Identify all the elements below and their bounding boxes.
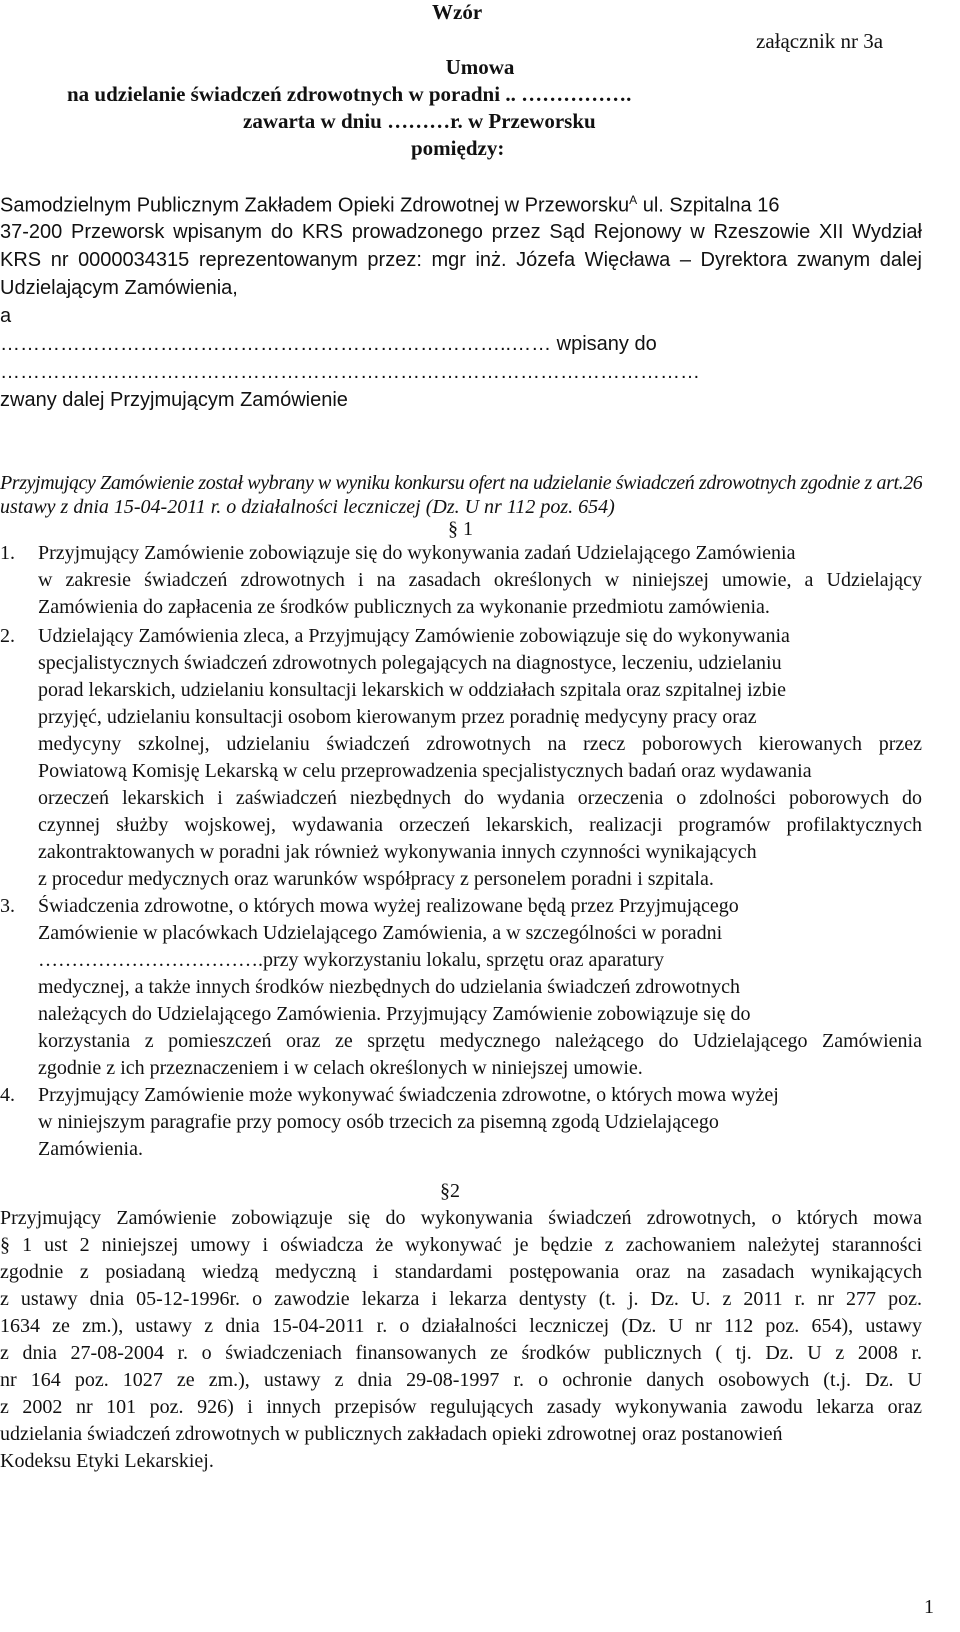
item-1-line: Zamówienia do zapłacenia ze środków publicznych za wykonanie przedmiotu zamówienia.	[38, 596, 770, 618]
party-two-designation: zwany dalej Przyjmującym Zamówienie	[0, 389, 348, 411]
section-2-line: z dnia 27-08-2004 r. o świadczeniach finansowanych ze środków publicznych ( tj. Dz. U z 2008 r.	[0, 1342, 922, 1364]
selection-note-line1: Przyjmujący Zamówienie został wybrany w wyniku konkursu ofert na udzielanie świadczeń zdrowotnych zgodnie z art.26	[0, 472, 922, 494]
party-one-registry: 37-200 Przeworsk wpisanym do KRS prowadzonego przez Sąd Rejonowy w Rzeszowie XII Wydział	[0, 221, 922, 243]
item-2-line: przyjęć, udzielaniu konsultacji osobom kierowanym przez poradnię medycyny pracy oraz	[38, 706, 757, 728]
contract-title: Umowa	[445, 55, 515, 79]
section-2-heading: §2	[440, 1180, 460, 1202]
item-1-line: Przyjmujący Zamówienie zobowiązuje się do wykonywania zadań Udzielającego Zamówienia	[38, 542, 796, 564]
section-2-line: Kodeksu Etyki Lekarskiej.	[0, 1450, 214, 1472]
item-4-line: w niniejszym paragrafie przy pomocy osób trzecich za pisemną zgodą Udzielającego	[38, 1111, 719, 1133]
conjunction: a	[0, 305, 12, 327]
between-label: pomiędzy:	[411, 136, 505, 160]
item-2-line: porad lekarskich, udzielaniu konsultacji lekarskich w oddziałach szpitala oraz szpitalnej izbie	[38, 679, 787, 701]
attachment-label: załącznik nr 3a	[756, 29, 884, 53]
item-3-line: Świadczenia zdrowotne, o których mowa wyżej realizowane będą przez Przyjmującego	[38, 895, 739, 917]
item-2-line: medycyny szkolnej, udzielaniu świadczeń zdrowotnych na rzecz poborowych kierowanych przez	[38, 733, 922, 755]
template-label: Wzór	[432, 0, 483, 24]
item-2-line: orzeczeń lekarskich i zaświadczeń niezbędnych do wydania orzeczenia o zdolności poborowych do	[38, 787, 922, 809]
item-1-line: w zakresie świadczeń zdrowotnych i na zasadach określonych w niniejszej umowie, a Udzielający	[38, 569, 922, 591]
item-3-line: zgodnie z ich przeznaczeniem i w celach określonych w niniejszej umowie.	[38, 1057, 643, 1079]
contract-subject: na udzielanie świadczeń zdrowotnych w poradni .. …………….	[67, 82, 632, 106]
party-two-blank: …………………………………………………………………..…… wpisany do	[0, 333, 657, 355]
item-2-line: Powiatową Komisję Lekarską w celu przeprowadzenia specjalistycznych badań oraz wydawania	[38, 760, 812, 782]
superscript-mark: A	[629, 193, 638, 207]
item-3-line: …………………………….przy wykorzystaniu lokalu, sprzętu oraz aparatury	[38, 949, 664, 971]
section-2-line: nr 164 poz. 1027 ze zm.), ustawy z dnia 29-08-1997 r. o ochronie danych osobowych (t.j. Dz. U	[0, 1369, 922, 1391]
item-3-line: Zamówienie w placówkach Udzielającego Zamówienia, a w szczególności w poradni	[38, 922, 723, 944]
selection-note-line2: ustawy z dnia 15-04-2011 r. o działalności leczniczej (Dz. U nr 112 poz. 654)	[0, 496, 615, 518]
item-2-line: czynnej służby wojskowej, wydawania orzeczeń lekarskich, realizacji programów profilaktycznych	[38, 814, 922, 836]
section-2-line: Przyjmujący Zamówienie zobowiązuje się do wykonywania świadczeń zdrowotnych, o których mowa	[0, 1207, 922, 1229]
contract-date-place: zawarta w dniu ………r. w Przeworsku	[243, 109, 596, 133]
section-1-heading: § 1	[448, 518, 473, 540]
section-2-line: udzielania świadczeń zdrowotnych w publicznych zakładach opieki zdrowotnej oraz postanowień	[0, 1423, 783, 1445]
item-4-line: Zamówienia.	[38, 1138, 143, 1160]
party-one-designation: Udzielającym Zamówienia,	[0, 277, 238, 299]
item-2-line: zakontraktowanych w poradni jak również wykonywania innych czynności wynikających	[38, 841, 757, 863]
party-one-representation: KRS nr 0000034315 reprezentowanym przez: mgr inż. Józefa Więcława – Dyrektora zwanym dalej	[0, 249, 922, 271]
page-number: 1	[924, 1596, 934, 1618]
item-3-line: należących do Udzielającego Zamówienia. Przyjmujący Zamówienie zobowiązuje się do	[38, 1003, 751, 1025]
party-one-name: Samodzielnym Publicznym Zakładem Opieki Zdrowotnej w Przeworsku	[0, 194, 630, 217]
section-2-line: § 1 ust 2 niniejszej umowy i oświadcza że wykonywać je będzie z zachowaniem należytej staranności	[0, 1234, 922, 1256]
item-4-line: Przyjmujący Zamówienie może wykonywać świadczenia zdrowotne, o których mowa wyżej	[38, 1084, 779, 1106]
item-2-line: z procedur medycznych oraz warunków współpracy z personelem poradni i szpitala.	[38, 868, 714, 890]
item-3-line: korzystania z pomieszczeń oraz ze sprzętu medycznego należącego do Udzielającego Zamówienia	[38, 1030, 922, 1052]
item-2-line: specjalistycznych świadczeń zdrowotnych polegających na diagnostyce, leczeniu, udzielaniu	[38, 652, 782, 674]
section-2-line: 1634 ze zm.), ustawy z dnia 15-04-2011 r. o działalności leczniczej (Dz. U nr 112 poz. 654), ustawy	[0, 1315, 922, 1337]
item-2-line: Udzielający Zamówienia zleca, a Przyjmujący Zamówienie zobowiązuje się do wykonywania	[38, 625, 790, 647]
item-number: 2.	[0, 625, 15, 647]
section-2-line: z ustawy dnia 05-12-1996r. o zawodzie lekarza i lekarza dentysty (t. j. Dz. U. z 2011 r. nr 277 poz.	[0, 1288, 922, 1310]
party-one-line	[0, 193, 922, 218]
section-2-line: z 2002 nr 101 poz. 926) i innych przepisów regulujących zasady wykonywania zawodu lekarza oraz	[0, 1396, 922, 1418]
item-number: 1.	[0, 542, 15, 564]
item-3-line: medycznej, a także innych środków niezbędnych do udzielania świadczeń zdrowotnych	[38, 976, 740, 998]
party-one-address: ul. Szpitalna 16	[637, 194, 780, 217]
item-number: 4.	[0, 1084, 15, 1106]
party-two-blank-2: ……………………………………………………………………………………………	[0, 361, 700, 383]
item-number: 3.	[0, 895, 15, 917]
section-2-line: zgodnie z posiadaną wiedzą medyczną i standardami postępowania oraz na zasadach wynikających	[0, 1261, 922, 1283]
